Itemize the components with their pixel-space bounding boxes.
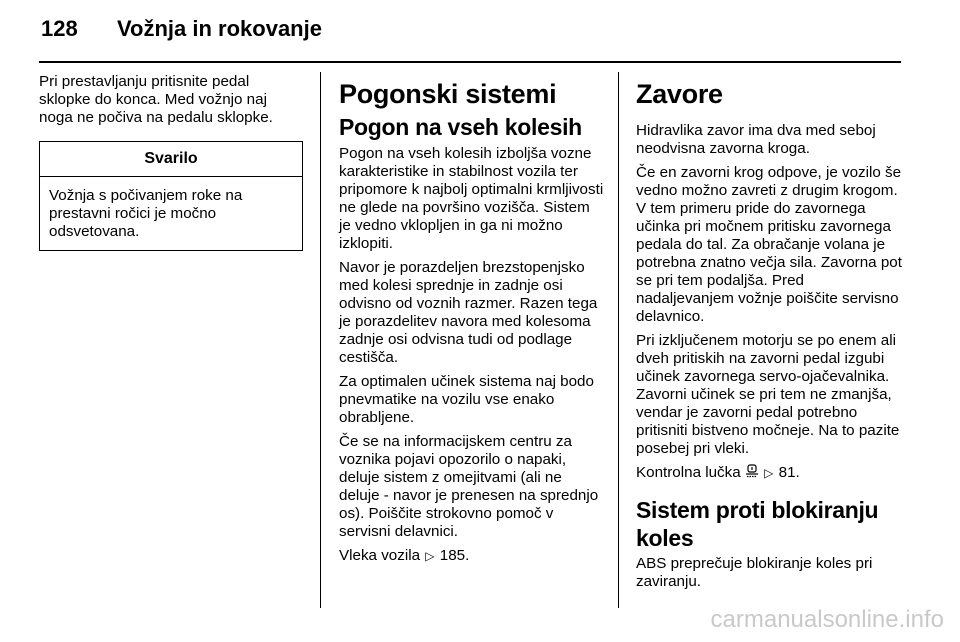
brake-warning-lamp-icon [745, 464, 759, 478]
paragraph: Hidravlika zavor ima dva med seboj neodvisna zavorna kroga. [636, 122, 876, 157]
warning-text: Vožnja s počivanjem roke na prestavni ročici je močno odsvetovana. [49, 187, 243, 240]
section-heading-drive-systems: Pogonski sistemi [339, 79, 557, 109]
warning-title: Svarilo [40, 142, 302, 177]
section-heading-brakes: Zavore [636, 79, 723, 109]
control-lamp-reference [636, 464, 906, 482]
paragraph: Za optimalen učinek sistema naj bodo pnevmatike na vozilu vse enako obrabljene. [339, 373, 594, 426]
control-lamp-text: Kontrolna lučka [636, 464, 741, 481]
column-divider-2 [618, 72, 619, 608]
paragraph: Če se na informacijskem centru za voznika pojavi opozorilo o napaki, deluje sistem z omejitvami (ali ne deluje - navor je prenesen na sprednjo os). Poiščite strokovno pomoč v servisni delavnici. [339, 433, 599, 540]
column-3 [636, 73, 906, 597]
warning-box [39, 141, 303, 251]
column-divider-1 [320, 72, 321, 608]
page-reference-icon: ▷ [425, 549, 435, 563]
page-title: Vožnja in rokovanje [117, 16, 322, 41]
towing-page-link[interactable]: 185. [439, 547, 470, 564]
abs-paragraph: ABS preprečuje blokiranje koles pri zaviranju. [636, 555, 873, 590]
paragraph: Če en zavorni krog odpove, je vozilo še vedno možno zavreti z drugim krogom. V tem primeru pride do zavornega učinka pri močnem pritisku zavornega pedala do tal. Za obračanje volana je potrebna znatno večja sila. Zavorna pot se pri tem podaljša. Pred nadaljevanjem vožnje poiščite servisno delavnico. [636, 164, 902, 325]
watermark: carmanualsonline.info [710, 606, 944, 633]
page-reference-icon: ▷ [764, 466, 774, 480]
page-number: 128 [41, 16, 78, 41]
paragraph: Navor je porazdeljen brezstopenjsko med kolesi sprednje in zadnje osi odvisno od voznih razmer. Razen tega je porazdelitev navora med kolesoma zadnje osi odvisna tudi od podlage cestišča. [339, 259, 598, 366]
towing-text: Vleka vozila [339, 547, 421, 564]
clutch-intro: Pri prestavljanju pritisnite pedal sklopke do konca. Med vožnjo naj noga ne počiva na pedalu sklopke. [39, 73, 273, 126]
towing-reference [339, 547, 605, 565]
paragraph: Pogon na vseh kolesih izboljša vozne karakteristike in stabilnost vozila ter pripomore k najbolj optimalni krmljivosti ne glede na površino vozišča. Sistem je vedno vklopljen in ga ni možno izklopiti. [339, 145, 604, 252]
subheading-awd: Pogon na vseh kolesih [339, 114, 582, 140]
column-1 [39, 73, 303, 251]
subheading-abs: Sistem proti blokiranju koles [636, 497, 879, 551]
column-2 [339, 73, 605, 571]
paragraph: Pri izključenem motorju se po enem ali dveh pritiskih na zavorni pedal izgubi učinek zavornega servo-ojačevalnika. Zavorni učinek se pri tem ne zmanjša, vendar je zavorni pedal potrebno pritisniti bistveno močneje. Na to pazite posebej pri vleki. [636, 332, 900, 457]
header-rule [39, 61, 901, 63]
control-lamp-page-link[interactable]: 81. [778, 464, 800, 481]
